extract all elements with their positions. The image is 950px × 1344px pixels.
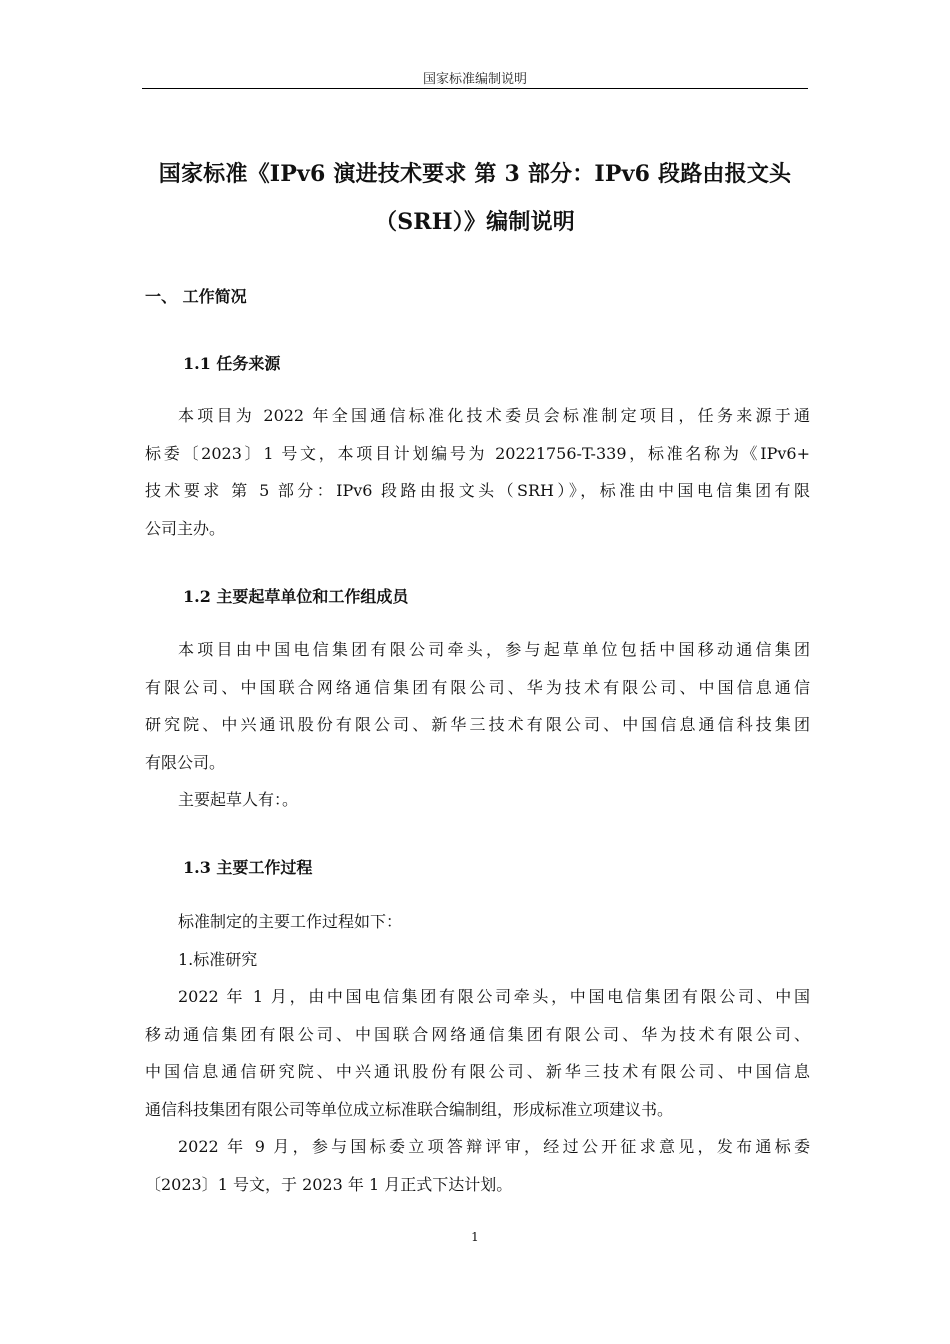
text-line: 中国信息通信研究院、中兴通讯股份有限公司、新华三技术有限公司、中国信息 [145,1062,810,1081]
text-line: 2022 年 9 月，参与国标委立项答辩评审，经过公开征求意见，发布通标委 [178,1137,810,1156]
text-line: 有限公司、中国联合网络通信集团有限公司、华为技术有限公司、中国信息通信 [145,677,810,697]
subsection-heading-work-process: 1.3 主要工作过程 [183,858,313,877]
section-heading-work-overview: 一、 工作简况 [145,287,247,306]
page-header: 国家标准编制说明 [422,72,527,87]
paragraph-work-process [145,903,810,1203]
text-line: 〔2023〕1 号文，于 2023 年 1 月正式下达计划。 [145,1174,513,1194]
title-line-1: 国家标准《IPv6 演进技术要求 第 3 部分：IPv6 段路由报文头 [158,161,792,187]
title-line-2: （SRH）》编制说明 [375,209,575,235]
subsection-heading-drafting-units: 1.2 主要起草单位和工作组成员 [183,587,409,606]
document-title [142,150,808,246]
paragraph-task-source [145,397,810,547]
paragraph-drafting-units [145,631,810,819]
text-line: 2022 年 1 月，由中国电信集团有限公司牵头，中国电信集团有限公司、中国 [178,987,810,1006]
step-heading: 1.标准研究 [178,949,258,969]
subsection-heading-task-source: 1.1 任务来源 [183,354,281,373]
text-line: 本项目由中国电信集团有限公司牵头，参与起草单位包括中国移动通信集团 [178,640,810,659]
header-divider [142,88,808,89]
page-number: 1 [471,1230,479,1244]
drafters-line: 主要起草人有：。 [178,790,299,809]
text-line: 公司主办。 [145,518,226,538]
text-line: 有限公司。 [145,752,226,772]
text-line: 标委〔2023〕1 号文，本项目计划编号为 20221756-T-339，标准名称为《IPv6+ [145,443,810,463]
intro-line: 标准制定的主要工作过程如下： [178,912,403,931]
text-line: 本项目为 2022 年全国通信标准化技术委员会标准制定项目，任务来源于通 [178,406,810,425]
text-line: 技术要求 第 5 部分：IPv6 段路由报文头（SRH）》，标准由中国电信集团有限 [145,481,810,500]
text-line: 移动通信集团有限公司、中国联合网络通信集团有限公司、华为技术有限公司、 [145,1024,810,1044]
text-line: 研究院、中兴通讯股份有限公司、新华三技术有限公司、中国信息通信科技集团 [145,715,810,734]
text-line: 通信科技集团有限公司等单位成立标准联合编制组，形成标准立项建议书。 [145,1099,674,1119]
